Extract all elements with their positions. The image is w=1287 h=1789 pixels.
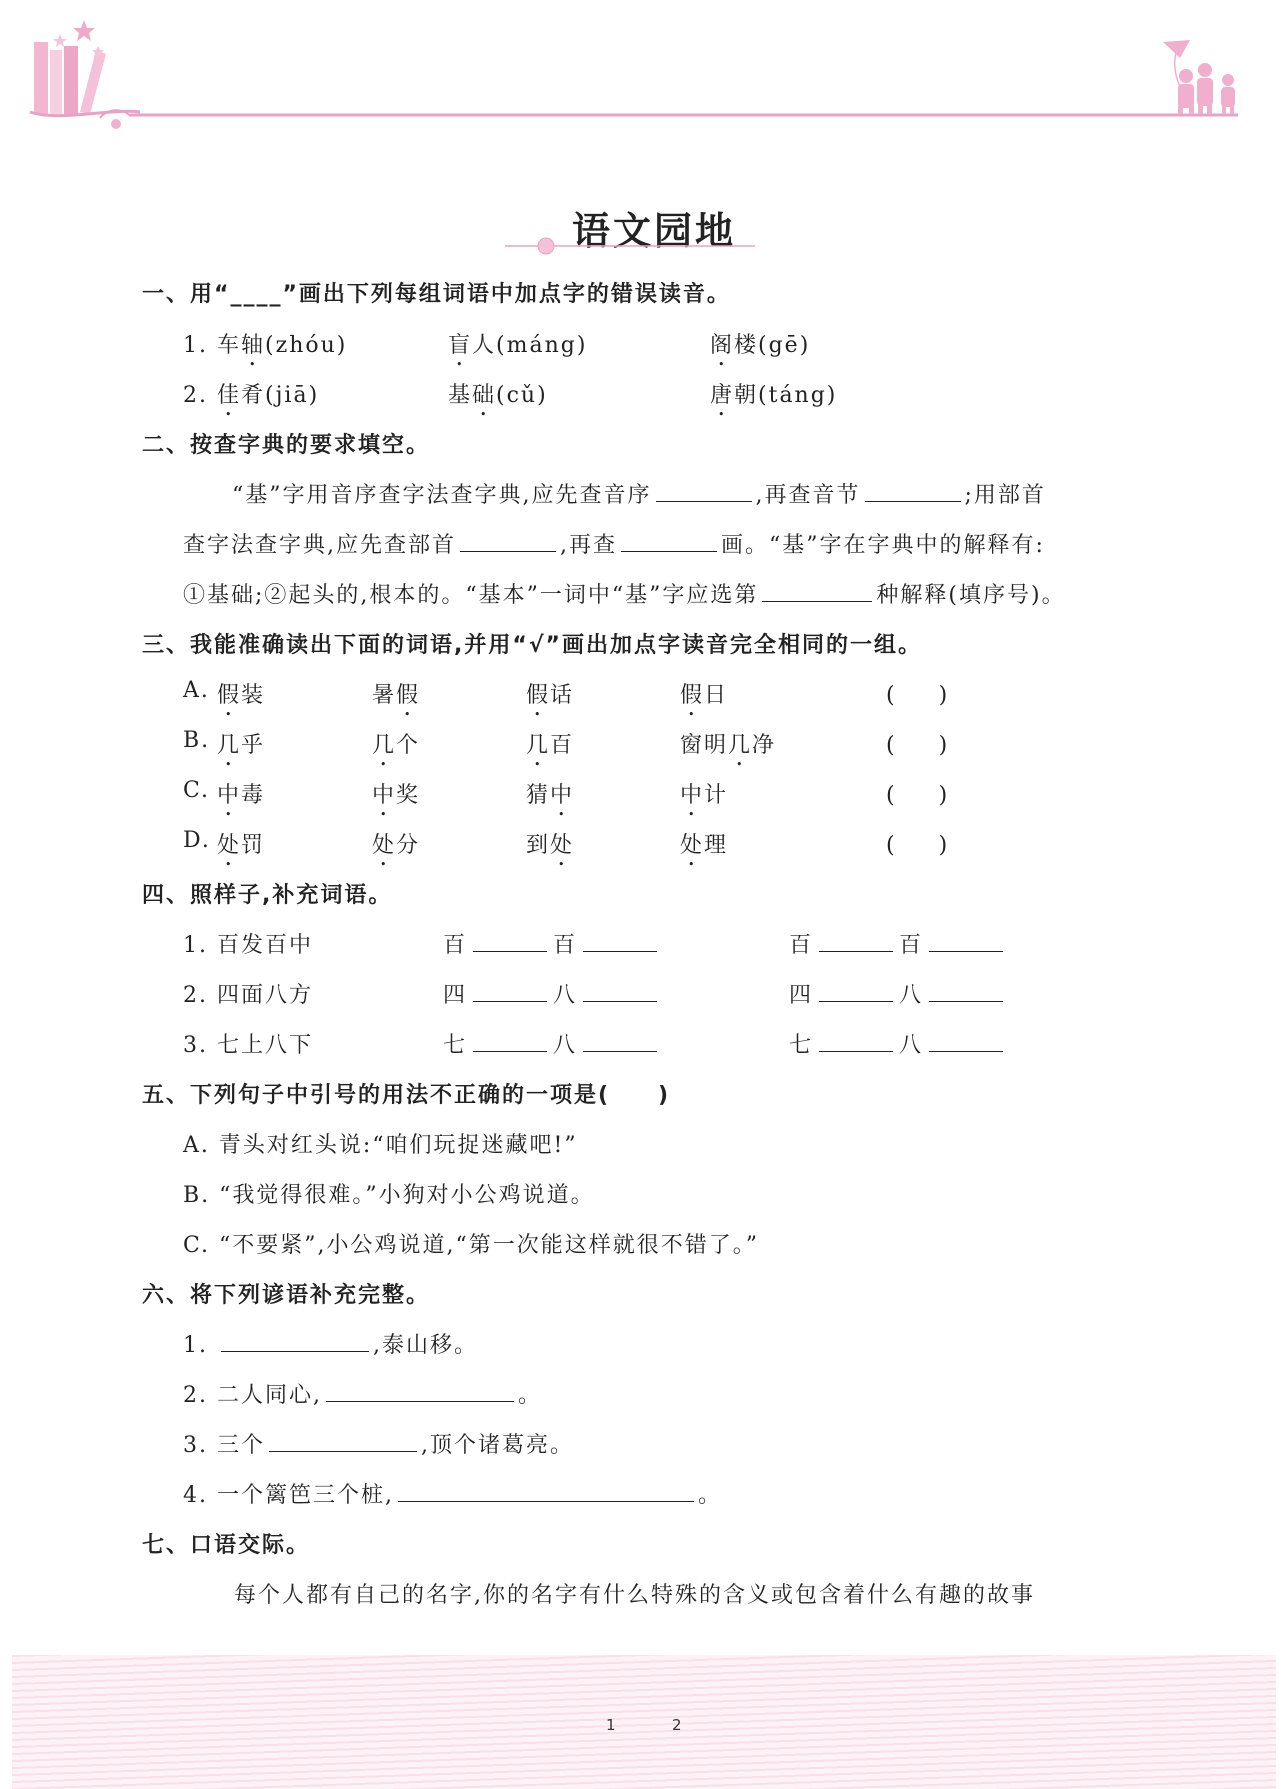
q1-dotted: 础 bbox=[472, 383, 497, 408]
q3-option-label: A. bbox=[183, 678, 210, 703]
question-4-heading: 四、照样子,补充词语。 bbox=[142, 883, 393, 908]
answer-blank[interactable] bbox=[473, 933, 547, 952]
q7-text: 每个人都有自己的名字,你的名字有什么特殊的含义或包含着什么有趣的故事 bbox=[234, 1583, 1035, 1608]
q3-word: 猜中 bbox=[526, 783, 575, 808]
q4-fill-left: 四 八 bbox=[443, 978, 663, 1009]
answer-paren[interactable]: ( ) bbox=[886, 783, 948, 808]
question-5-heading: 五、下列句子中引号的用法不正确的一项是( ) bbox=[142, 1083, 671, 1108]
q1-post: (cǔ) bbox=[496, 383, 548, 408]
q1-dotted: 轴 bbox=[241, 333, 266, 358]
q6-item: 3. 三个 ,顶个诸葛亮。 bbox=[183, 1433, 575, 1458]
answer-blank[interactable] bbox=[460, 533, 556, 552]
question-2-heading: 二、按查字典的要求填空。 bbox=[142, 433, 431, 458]
answer-blank[interactable] bbox=[819, 983, 893, 1002]
q4-fill-right: 百 百 bbox=[789, 928, 1009, 959]
q2-text: 画。“基”字在字典中的解释有: bbox=[721, 533, 1045, 558]
q1-item bbox=[448, 328, 587, 371]
q3-word: 假日 bbox=[680, 683, 729, 708]
answer-blank[interactable] bbox=[473, 983, 547, 1002]
answer-paren[interactable]: ( ) bbox=[886, 833, 948, 858]
q3-word: 中毒 bbox=[217, 783, 266, 808]
question-7-heading: 七、口语交际。 bbox=[142, 1533, 311, 1558]
title-underline bbox=[500, 236, 760, 256]
q3-word: 处理 bbox=[680, 833, 729, 858]
answer-blank[interactable] bbox=[762, 583, 872, 602]
q1-dotted: 唐 bbox=[710, 383, 735, 408]
q3-option-label: D. bbox=[183, 828, 211, 853]
q2-text: ,再查音节 bbox=[755, 483, 861, 508]
answer-blank[interactable] bbox=[269, 1433, 417, 1452]
q1-item bbox=[710, 378, 837, 421]
q3-word: 假装 bbox=[217, 683, 266, 708]
answer-paren[interactable]: ( ) bbox=[886, 683, 948, 708]
q2-text: ;用部首 bbox=[964, 483, 1046, 508]
answer-blank[interactable] bbox=[929, 933, 1003, 952]
q1-dotted: 佳 bbox=[217, 383, 242, 408]
answer-blank[interactable] bbox=[865, 483, 961, 502]
q3-word: 处罚 bbox=[217, 833, 266, 858]
answer-blank[interactable] bbox=[583, 933, 657, 952]
q3-option-label: C. bbox=[183, 778, 211, 803]
q5-option: A. 青头对红头说:“咱们玩捉迷藏吧!” bbox=[183, 1133, 578, 1158]
q1-post: 楼(gē) bbox=[734, 333, 811, 358]
answer-blank[interactable] bbox=[326, 1383, 514, 1402]
answer-blank[interactable] bbox=[621, 533, 717, 552]
question-3-heading: 三、我能准确读出下面的词语,并用“√”画出加点字读音完全相同的一组。 bbox=[142, 633, 922, 658]
q2-text: ①基础;②起头的,根本的。“基本”一词中“基”字应选第 bbox=[183, 583, 759, 608]
q3-option-label: B. bbox=[183, 728, 211, 753]
q5-option: B. “我觉得很难。”小狗对小公鸡说道。 bbox=[183, 1183, 595, 1208]
q1-post: 朝(táng) bbox=[734, 383, 838, 408]
q1-num: 2. bbox=[183, 383, 208, 408]
answer-blank[interactable] bbox=[221, 1333, 369, 1352]
q3-word: 假话 bbox=[526, 683, 575, 708]
answer-blank[interactable] bbox=[473, 1033, 547, 1052]
q3-word: 几百 bbox=[526, 733, 575, 758]
children-kite-icon bbox=[1163, 40, 1235, 114]
page-number-left: 1 bbox=[606, 1716, 616, 1734]
q1-dotted: 阁 bbox=[710, 333, 735, 358]
books-icon bbox=[30, 20, 140, 129]
header-decoration bbox=[0, 0, 1287, 140]
q2-line-2 bbox=[183, 528, 1045, 559]
q3-word: 中奖 bbox=[372, 783, 421, 808]
q6-item: 2. 二人同心, 。 bbox=[183, 1383, 543, 1408]
q1-post: 肴(jiā) bbox=[241, 383, 320, 408]
answer-blank[interactable] bbox=[583, 1033, 657, 1052]
q2-text: ,再查 bbox=[560, 533, 617, 558]
q6-item: 1. ,泰山移。 bbox=[183, 1333, 478, 1358]
q4-fill-left: 七 八 bbox=[443, 1028, 663, 1059]
answer-blank[interactable] bbox=[929, 983, 1003, 1002]
q2-line-3 bbox=[183, 578, 1066, 609]
answer-blank[interactable] bbox=[929, 1033, 1003, 1052]
q1-num: 1. bbox=[183, 333, 208, 358]
answer-blank[interactable] bbox=[819, 933, 893, 952]
answer-paren[interactable]: ( ) bbox=[886, 733, 948, 758]
footer-band bbox=[12, 1655, 1276, 1789]
q2-line-1 bbox=[232, 478, 1046, 509]
q1-item bbox=[183, 328, 347, 371]
q1-item bbox=[448, 378, 548, 421]
q3-word: 几个 bbox=[372, 733, 421, 758]
answer-blank[interactable] bbox=[398, 1483, 694, 1502]
q4-example: 2. 四面八方 bbox=[183, 983, 313, 1008]
q6-item: 4. 一个篱笆三个桩, 。 bbox=[183, 1483, 723, 1508]
answer-blank[interactable] bbox=[583, 983, 657, 1002]
q1-dotted: 盲 bbox=[448, 333, 473, 358]
q2-text: 种解释(填序号)。 bbox=[876, 583, 1066, 608]
answer-blank[interactable] bbox=[656, 483, 752, 502]
q4-example: 3. 七上八下 bbox=[183, 1033, 313, 1058]
q1-pre: 基 bbox=[448, 383, 473, 408]
q1-item bbox=[183, 378, 319, 421]
q3-word: 窗明几净 bbox=[680, 733, 777, 758]
q3-word: 中计 bbox=[680, 783, 729, 808]
q1-post: (zhóu) bbox=[265, 333, 348, 358]
q1-item bbox=[710, 328, 810, 371]
q3-word: 几乎 bbox=[217, 733, 266, 758]
q3-word: 处分 bbox=[372, 833, 421, 858]
q1-pre: 车 bbox=[217, 333, 242, 358]
q4-fill-left: 百 百 bbox=[443, 928, 663, 959]
q3-word: 到处 bbox=[526, 833, 575, 858]
q4-example: 1. 百发百中 bbox=[183, 933, 313, 958]
q2-text: “基”字用音序查字法查字典,应先查音序 bbox=[232, 483, 652, 508]
q3-word: 暑假 bbox=[372, 683, 421, 708]
answer-blank[interactable] bbox=[819, 1033, 893, 1052]
q4-fill-right: 四 八 bbox=[789, 978, 1009, 1009]
q5-option: C. “不要紧”,小公鸡说道,“第一次能这样就很不错了。” bbox=[183, 1233, 760, 1258]
q4-fill-right: 七 八 bbox=[789, 1028, 1009, 1059]
q1-post: 人(máng) bbox=[472, 333, 588, 358]
q2-text: 查字法查字典,应先查部首 bbox=[183, 533, 456, 558]
page-number-right: 2 bbox=[672, 1716, 682, 1734]
question-1-heading: 一、用“____”画出下列每组词语中加点字的错误读音。 bbox=[142, 282, 731, 307]
question-6-heading: 六、将下列谚语补充完整。 bbox=[142, 1283, 431, 1308]
page-title: 语文园地 bbox=[572, 208, 737, 253]
